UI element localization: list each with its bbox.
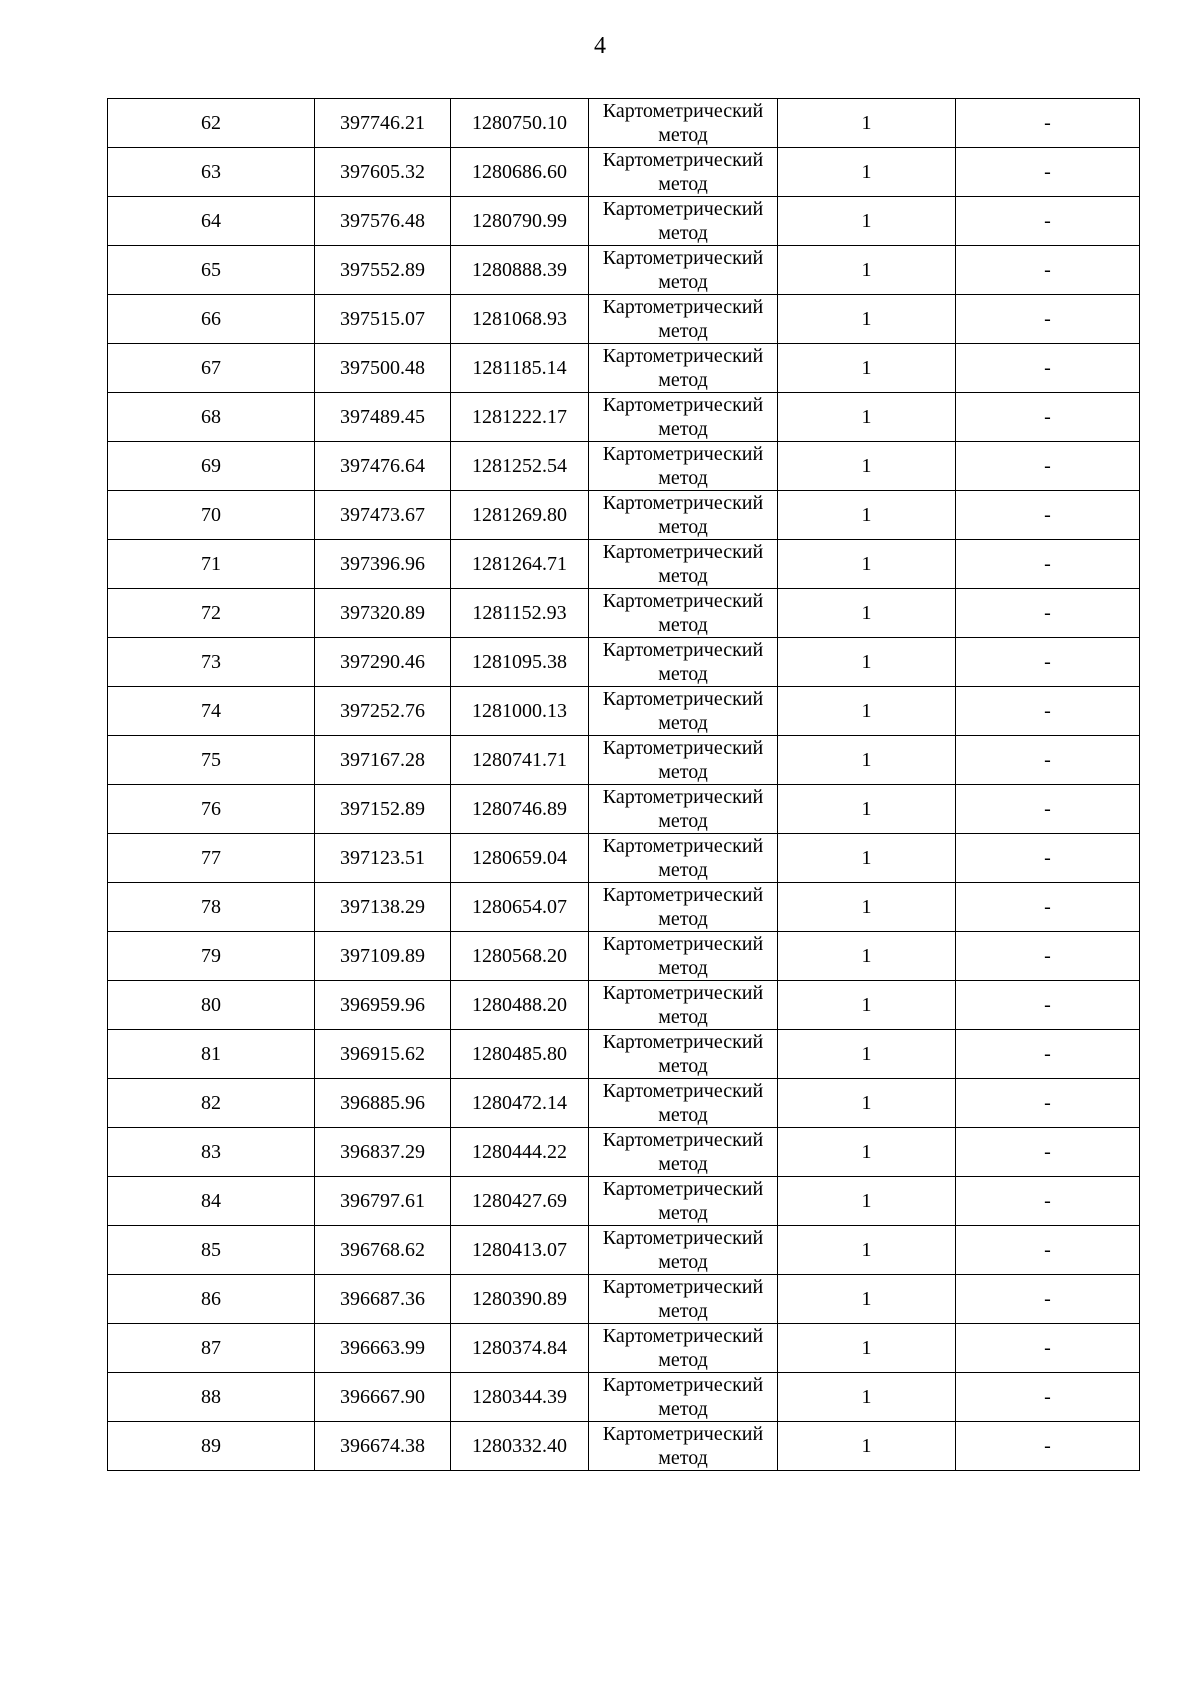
accuracy-cell: 1 [778,589,956,638]
table-row [108,736,1140,785]
note-cell: - [956,1373,1140,1422]
method-line-1: Картометрический [602,1129,764,1151]
accuracy-cell: 1 [778,393,956,442]
x-coordinate-cell: 397476.64 [315,442,451,491]
note-cell: - [956,540,1140,589]
note-cell: - [956,932,1140,981]
method-line-2: метод [658,1202,708,1224]
table-row [108,1128,1140,1177]
y-coordinate-cell: 1280332.40 [451,1422,589,1471]
method-line-1: Картометрический [602,688,764,710]
y-coordinate-cell: 1280888.39 [451,246,589,295]
method-line-1: Картометрический [602,1276,764,1298]
note-cell: - [956,589,1140,638]
method-line-1: Картометрический [602,345,764,367]
coordinates-table [107,98,1140,1471]
y-coordinate-cell: 1280686.60 [451,148,589,197]
y-coordinate-cell: 1281185.14 [451,344,589,393]
y-coordinate-cell: 1280413.07 [451,1226,589,1275]
table-row [108,1422,1140,1471]
accuracy-cell: 1 [778,1079,956,1128]
table-row [108,246,1140,295]
method-line-2: метод [658,663,708,685]
note-cell: - [956,99,1140,148]
method-line-2: метод [658,516,708,538]
page-number: 4 [594,33,606,59]
method-cell [589,148,778,197]
accuracy-cell: 1 [778,638,956,687]
note-cell: - [956,442,1140,491]
point-number-cell: 76 [108,785,315,834]
note-cell: - [956,1128,1140,1177]
y-coordinate-cell: 1280374.84 [451,1324,589,1373]
method-line-1: Картометрический [602,443,764,465]
table-row [108,1275,1140,1324]
method-cell [589,1079,778,1128]
accuracy-cell: 1 [778,197,956,246]
table-row [108,589,1140,638]
point-number-cell: 65 [108,246,315,295]
note-cell: - [956,1079,1140,1128]
method-cell [589,246,778,295]
method-line-2: метод [658,320,708,342]
x-coordinate-cell: 397576.48 [315,197,451,246]
table-row [108,1324,1140,1373]
x-coordinate-cell: 397252.76 [315,687,451,736]
method-line-2: метод [658,859,708,881]
y-coordinate-cell: 1281068.93 [451,295,589,344]
method-line-1: Картометрический [602,933,764,955]
x-coordinate-cell: 396687.36 [315,1275,451,1324]
method-cell [589,883,778,932]
y-coordinate-cell: 1280390.89 [451,1275,589,1324]
table-row [108,442,1140,491]
accuracy-cell: 1 [778,246,956,295]
x-coordinate-cell: 397605.32 [315,148,451,197]
accuracy-cell: 1 [778,442,956,491]
accuracy-cell: 1 [778,834,956,883]
note-cell: - [956,834,1140,883]
table-row [108,883,1140,932]
method-cell [589,393,778,442]
method-line-2: метод [658,1251,708,1273]
point-number-cell: 74 [108,687,315,736]
point-number-cell: 77 [108,834,315,883]
method-line-2: метод [658,1349,708,1371]
note-cell: - [956,1275,1140,1324]
point-number-cell: 62 [108,99,315,148]
note-cell: - [956,1422,1140,1471]
x-coordinate-cell: 397489.45 [315,393,451,442]
method-line-1: Картометрический [602,884,764,906]
point-number-cell: 79 [108,932,315,981]
point-number-cell: 70 [108,491,315,540]
accuracy-cell: 1 [778,99,956,148]
accuracy-cell: 1 [778,491,956,540]
y-coordinate-cell: 1280659.04 [451,834,589,883]
method-line-1: Картометрический [602,1031,764,1053]
accuracy-cell: 1 [778,1422,956,1471]
point-number-cell: 82 [108,1079,315,1128]
method-cell [589,687,778,736]
method-line-1: Картометрический [602,247,764,269]
method-line-2: метод [658,418,708,440]
point-number-cell: 78 [108,883,315,932]
method-cell [589,785,778,834]
method-line-1: Картометрический [602,1080,764,1102]
accuracy-cell: 1 [778,785,956,834]
method-line-2: метод [658,1300,708,1322]
method-cell [589,197,778,246]
note-cell: - [956,687,1140,736]
method-line-1: Картометрический [602,590,764,612]
y-coordinate-cell: 1280654.07 [451,883,589,932]
method-line-1: Картометрический [602,492,764,514]
method-cell [589,638,778,687]
accuracy-cell: 1 [778,540,956,589]
x-coordinate-cell: 397552.89 [315,246,451,295]
table-row [108,1373,1140,1422]
accuracy-cell: 1 [778,1373,956,1422]
method-cell [589,932,778,981]
x-coordinate-cell: 397500.48 [315,344,451,393]
point-number-cell: 71 [108,540,315,589]
note-cell: - [956,1177,1140,1226]
note-cell: - [956,393,1140,442]
note-cell: - [956,246,1140,295]
x-coordinate-cell: 397320.89 [315,589,451,638]
point-number-cell: 85 [108,1226,315,1275]
accuracy-cell: 1 [778,687,956,736]
table-row [108,197,1140,246]
table-row [108,932,1140,981]
point-number-cell: 73 [108,638,315,687]
method-line-1: Картометрический [602,394,764,416]
x-coordinate-cell: 397473.67 [315,491,451,540]
accuracy-cell: 1 [778,1177,956,1226]
x-coordinate-cell: 397138.29 [315,883,451,932]
point-number-cell: 69 [108,442,315,491]
method-line-2: метод [658,908,708,930]
x-coordinate-cell: 396667.90 [315,1373,451,1422]
accuracy-cell: 1 [778,1128,956,1177]
y-coordinate-cell: 1280750.10 [451,99,589,148]
accuracy-cell: 1 [778,981,956,1030]
y-coordinate-cell: 1280344.39 [451,1373,589,1422]
method-line-2: метод [658,369,708,391]
method-cell [589,540,778,589]
x-coordinate-cell: 396674.38 [315,1422,451,1471]
table-row [108,1226,1140,1275]
x-coordinate-cell: 397167.28 [315,736,451,785]
method-cell [589,491,778,540]
method-line-2: метод [658,712,708,734]
method-line-1: Картометрический [602,1325,764,1347]
y-coordinate-cell: 1280444.22 [451,1128,589,1177]
method-line-1: Картометрический [602,198,764,220]
method-line-1: Картометрический [602,639,764,661]
table-row [108,1079,1140,1128]
y-coordinate-cell: 1280746.89 [451,785,589,834]
point-number-cell: 67 [108,344,315,393]
accuracy-cell: 1 [778,1226,956,1275]
table-row [108,638,1140,687]
y-coordinate-cell: 1281222.17 [451,393,589,442]
method-line-1: Картометрический [602,835,764,857]
point-number-cell: 87 [108,1324,315,1373]
x-coordinate-cell: 396663.99 [315,1324,451,1373]
method-line-1: Картометрический [602,737,764,759]
method-cell [589,99,778,148]
table-row [108,785,1140,834]
y-coordinate-cell: 1280568.20 [451,932,589,981]
method-line-2: метод [658,957,708,979]
point-number-cell: 84 [108,1177,315,1226]
note-cell: - [956,638,1140,687]
coordinates-table-body [108,99,1140,1471]
x-coordinate-cell: 397396.96 [315,540,451,589]
method-line-2: метод [658,1006,708,1028]
method-cell [589,1275,778,1324]
y-coordinate-cell: 1281152.93 [451,589,589,638]
method-line-2: метод [658,1447,708,1469]
y-coordinate-cell: 1280485.80 [451,1030,589,1079]
x-coordinate-cell: 397515.07 [315,295,451,344]
method-line-1: Картометрический [602,786,764,808]
x-coordinate-cell: 397152.89 [315,785,451,834]
x-coordinate-cell: 397123.51 [315,834,451,883]
accuracy-cell: 1 [778,883,956,932]
method-line-1: Картометрический [602,982,764,1004]
note-cell: - [956,736,1140,785]
table-row [108,393,1140,442]
note-cell: - [956,981,1140,1030]
method-line-2: метод [658,810,708,832]
table-row [108,540,1140,589]
method-cell [589,1422,778,1471]
method-line-2: метод [658,614,708,636]
method-line-2: метод [658,565,708,587]
method-cell [589,1128,778,1177]
point-number-cell: 86 [108,1275,315,1324]
method-cell [589,1226,778,1275]
table-row [108,1030,1140,1079]
note-cell: - [956,295,1140,344]
method-line-1: Картометрический [602,1178,764,1200]
point-number-cell: 89 [108,1422,315,1471]
table-row [108,295,1140,344]
table-row [108,834,1140,883]
note-cell: - [956,344,1140,393]
note-cell: - [956,1030,1140,1079]
method-cell [589,1373,778,1422]
method-line-1: Картометрический [602,1423,764,1445]
accuracy-cell: 1 [778,148,956,197]
note-cell: - [956,785,1140,834]
method-line-2: метод [658,761,708,783]
method-line-2: метод [658,124,708,146]
y-coordinate-cell: 1280741.71 [451,736,589,785]
method-cell [589,442,778,491]
table-row [108,344,1140,393]
point-number-cell: 66 [108,295,315,344]
method-cell [589,295,778,344]
y-coordinate-cell: 1280427.69 [451,1177,589,1226]
x-coordinate-cell: 397746.21 [315,99,451,148]
method-line-2: метод [658,1153,708,1175]
x-coordinate-cell: 396885.96 [315,1079,451,1128]
y-coordinate-cell: 1281264.71 [451,540,589,589]
method-line-1: Картометрический [602,100,764,122]
y-coordinate-cell: 1280790.99 [451,197,589,246]
table-row [108,99,1140,148]
note-cell: - [956,148,1140,197]
table-row [108,148,1140,197]
x-coordinate-cell: 396797.61 [315,1177,451,1226]
method-line-1: Картометрический [602,1374,764,1396]
y-coordinate-cell: 1281252.54 [451,442,589,491]
y-coordinate-cell: 1280488.20 [451,981,589,1030]
method-cell [589,736,778,785]
method-cell [589,1177,778,1226]
note-cell: - [956,1324,1140,1373]
method-line-1: Картометрический [602,149,764,171]
point-number-cell: 68 [108,393,315,442]
accuracy-cell: 1 [778,1324,956,1373]
method-cell [589,1030,778,1079]
accuracy-cell: 1 [778,1030,956,1079]
method-cell [589,589,778,638]
method-line-1: Картометрический [602,296,764,318]
accuracy-cell: 1 [778,932,956,981]
method-cell [589,1324,778,1373]
table-row [108,491,1140,540]
method-cell [589,344,778,393]
point-number-cell: 64 [108,197,315,246]
y-coordinate-cell: 1281269.80 [451,491,589,540]
method-line-2: метод [658,1055,708,1077]
note-cell: - [956,491,1140,540]
point-number-cell: 63 [108,148,315,197]
method-line-2: метод [658,173,708,195]
point-number-cell: 83 [108,1128,315,1177]
method-line-2: метод [658,1104,708,1126]
table-row [108,1177,1140,1226]
accuracy-cell: 1 [778,1275,956,1324]
y-coordinate-cell: 1281095.38 [451,638,589,687]
point-number-cell: 72 [108,589,315,638]
point-number-cell: 80 [108,981,315,1030]
point-number-cell: 81 [108,1030,315,1079]
y-coordinate-cell: 1280472.14 [451,1079,589,1128]
accuracy-cell: 1 [778,295,956,344]
method-cell [589,834,778,883]
accuracy-cell: 1 [778,344,956,393]
note-cell: - [956,883,1140,932]
method-line-2: метод [658,467,708,489]
x-coordinate-cell: 396959.96 [315,981,451,1030]
x-coordinate-cell: 397290.46 [315,638,451,687]
table-row [108,981,1140,1030]
note-cell: - [956,197,1140,246]
point-number-cell: 88 [108,1373,315,1422]
method-line-2: метод [658,222,708,244]
x-coordinate-cell: 397109.89 [315,932,451,981]
x-coordinate-cell: 396768.62 [315,1226,451,1275]
note-cell: - [956,1226,1140,1275]
point-number-cell: 75 [108,736,315,785]
method-line-2: метод [658,271,708,293]
x-coordinate-cell: 396837.29 [315,1128,451,1177]
method-line-1: Картометрический [602,541,764,563]
y-coordinate-cell: 1281000.13 [451,687,589,736]
method-cell [589,981,778,1030]
x-coordinate-cell: 396915.62 [315,1030,451,1079]
method-line-2: метод [658,1398,708,1420]
method-line-1: Картометрический [602,1227,764,1249]
table-row [108,687,1140,736]
accuracy-cell: 1 [778,736,956,785]
